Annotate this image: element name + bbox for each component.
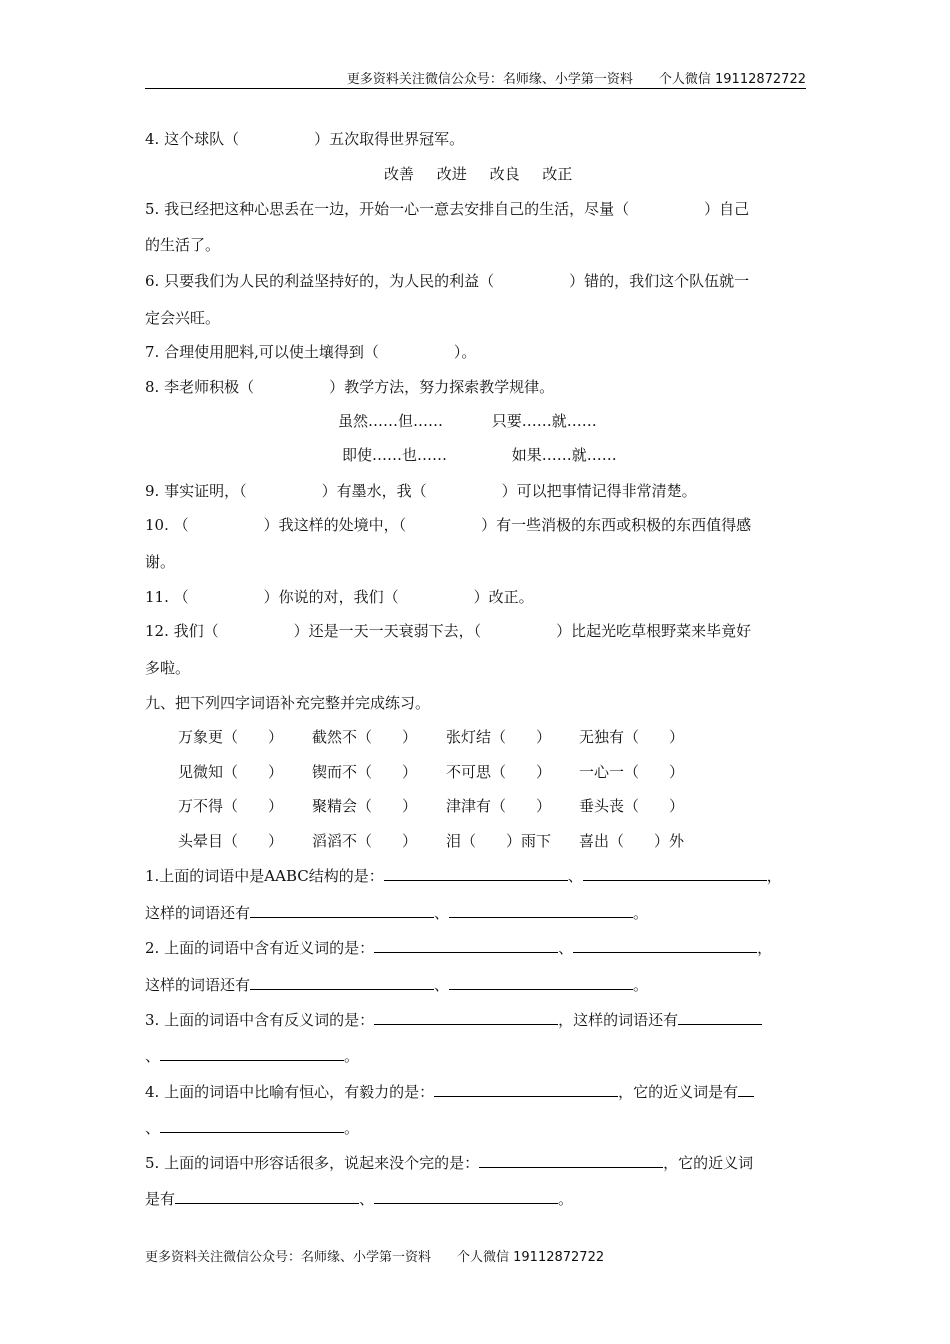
option-gailiang: 改良 [489,165,520,183]
exercise-3-prompt: 3. 上面的词语中含有反义词的是： [145,1011,375,1029]
question-6-line1: 6. 只要我们为人民的利益坚持好的，为人民的利益（ ）错的，我们这个队伍就一 [145,272,750,290]
question-11: 11. （ ）你说的对，我们（ ）改正。 [145,588,534,606]
question-9: 9. 事实证明，（ ）有墨水，我（ ）可以把事情记得非常清楚。 [145,482,697,500]
exercise-3-line1 [145,1009,806,1030]
page-header [145,66,806,89]
conjunction-options-row2 [342,444,635,465]
separator: 、 [145,1047,161,1065]
separator: 。 [633,976,649,994]
idiom-cell: 喜出（ ）外 [579,832,685,850]
question-4: 4. 这个球队（ ）五次取得世界冠军。 [145,130,465,148]
exercise-4-line1 [145,1081,806,1102]
answer-blank[interactable] [384,866,568,881]
idiom-cell: 头晕目（ ） [178,832,284,850]
separator: 、 [558,939,574,957]
answer-blank[interactable] [573,938,757,953]
question-10-line1: 10. （ ）我这样的处境中，（ ）有一些消极的东西或积极的东西值得感 [145,516,752,534]
separator: 、 [567,867,583,885]
idiom-cell: 垂头丧（ ） [579,797,685,815]
exercise-1-line2 [145,902,806,923]
exercise-5-more: ，它的近义词 [663,1154,754,1172]
exercise-4-prompt: 4. 上面的词语中比喻有恒心，有毅力的是： [145,1083,435,1101]
option-zhiyao-jiu: 只要……就…… [491,412,597,430]
answer-blank[interactable] [160,1046,344,1061]
separator: 。 [344,1047,360,1065]
exercise-3-more: ，这样的词语还有 [558,1011,679,1029]
section-9-title: 九、把下列四字词语补充完整并完成练习。 [145,694,431,712]
answer-blank[interactable] [738,1082,754,1097]
option-jishi-ye: 即使……也…… [342,446,448,464]
answer-blank[interactable] [479,1153,663,1168]
answer-blank[interactable] [374,1010,558,1025]
idiom-cell: 一心一（ ） [579,763,685,781]
answer-blank[interactable] [175,1189,359,1204]
separator: ， [757,939,773,957]
exercise-5-tail: 是有 [145,1190,176,1208]
question-10-line2: 谢。 [145,553,176,571]
exercise-2-more: 这样的词语还有 [145,976,251,994]
option-ruguo-jiu: 如果……就…… [511,446,617,464]
idiom-cell: 滔滔不（ ） [312,832,418,850]
exercise-2-line2 [145,974,806,995]
option-gaijin: 改进 [436,165,467,183]
question-6-line2: 定会兴旺。 [145,309,221,327]
idiom-cell: 不可思（ ） [446,763,552,781]
question-12-line2: 多啦。 [145,659,191,677]
option-gaizheng: 改正 [542,165,573,183]
exercise-2-prompt: 2. 上面的词语中含有近义词的是： [145,939,375,957]
separator: 。 [633,904,649,922]
idiom-cell: 截然不（ ） [312,728,418,746]
question-12-line1: 12. 我们（ ）还是一天一天衰弱下去，（ ）比起光吃草根野菜来毕竟好 [145,622,752,640]
header-text: 更多资料关注微信公众号：名师缘、小学第一资料 个人微信 19112872722 [346,72,806,87]
exercise-1-line1 [145,865,806,886]
answer-blank[interactable] [678,1010,762,1025]
answer-blank[interactable] [250,903,434,918]
idiom-cell: 无独有（ ） [579,728,685,746]
idiom-cell: 张灯结（ ） [446,728,552,746]
answer-blank[interactable] [160,1118,344,1133]
idiom-cell: 万象更（ ） [178,728,284,746]
option-gaishan: 改善 [384,165,415,183]
separator: 、 [359,1190,375,1208]
page-footer: 更多资料关注微信公众号：名师缘、小学第一资料 个人微信 19112872722 [145,1250,605,1265]
exercise-4-more: ，它的近义词是有 [618,1083,739,1101]
idiom-cell: 万不得（ ） [178,797,284,815]
word-options-1 [384,163,590,184]
exercise-3-line2 [145,1045,806,1066]
separator: 、 [434,904,450,922]
exercise-5-line1 [145,1152,806,1173]
idiom-cell: 见微知（ ） [178,763,284,781]
idiom-cell: 锲而不（ ） [312,763,418,781]
question-8: 8. 李老师积极（ ）教学方法，努力探索教学规律。 [145,378,555,396]
separator: 、 [434,976,450,994]
answer-blank[interactable] [434,1082,618,1097]
option-suiran-dan: 虽然……但…… [338,412,444,430]
answer-blank[interactable] [250,975,434,990]
question-5-line1: 5. 我已经把这种心思丢在一边，开始一心一意去安排自己的生活，尽量（ ）自己 [145,200,750,218]
exercise-2-line1 [145,937,806,958]
exercise-5-prompt: 5. 上面的词语中形容话很多，说起来没个完的是： [145,1154,480,1172]
separator: 、 [145,1119,161,1137]
question-7: 7. 合理使用肥料,可以使土壤得到（ ）。 [145,343,477,361]
separator: 。 [558,1190,574,1208]
answer-blank[interactable] [449,903,633,918]
answer-blank[interactable] [583,866,767,881]
idiom-cell: 津津有（ ） [446,797,552,815]
separator: ， [766,867,782,885]
answer-blank[interactable] [374,938,558,953]
idiom-cell: 泪（ ）雨下 [446,832,552,850]
separator: 。 [344,1119,360,1137]
exercise-5-line2 [145,1188,806,1209]
answer-blank[interactable] [449,975,633,990]
exercise-4-line2 [145,1117,806,1138]
answer-blank[interactable] [374,1189,558,1204]
conjunction-options-row1 [338,410,615,431]
exercise-1-more: 这样的词语还有 [145,904,251,922]
exercise-1-prompt: 1.上面的词语中是AABC结构的是： [145,867,384,885]
idiom-cell: 聚精会（ ） [312,797,418,815]
question-5-line2: 的生活了。 [145,236,221,254]
